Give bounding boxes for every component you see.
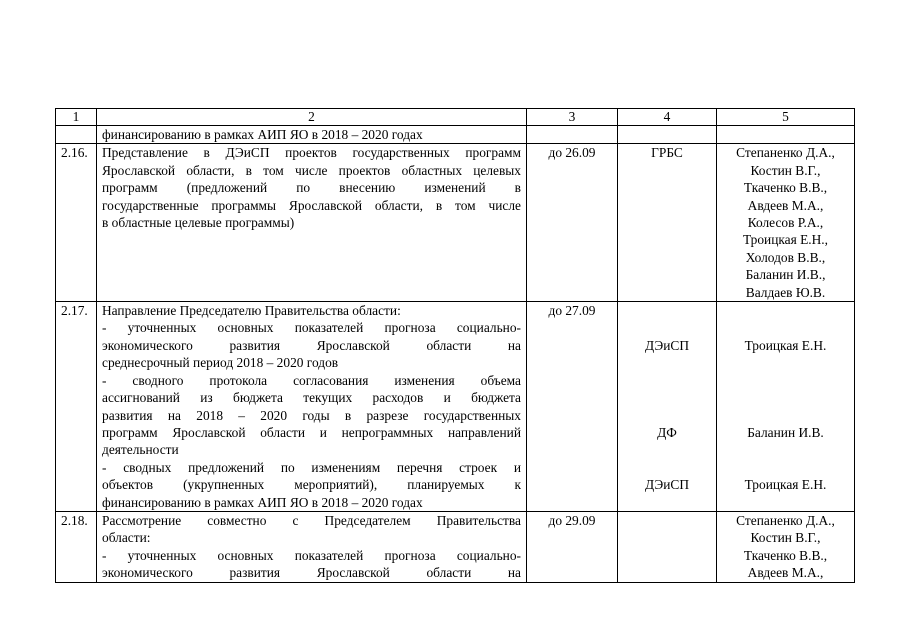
task-line: программ Ярославской области и непрограммных направлений (102, 424, 521, 440)
executor-name: Баланин И.В., (745, 267, 826, 283)
executor-name: Авдеев М.А., (747, 197, 824, 213)
executors-cell (717, 144, 855, 302)
deadline-cell: до 29.09 (527, 511, 618, 582)
row-number: 2.17. (56, 302, 97, 512)
row-number: 2.16. (56, 144, 97, 302)
table-row (56, 144, 855, 302)
responsible-cell (618, 511, 717, 582)
responsible-entry: ДЭиСП (644, 337, 690, 353)
task-line: Ярославской области, в том числе проектов областных целевых (102, 162, 521, 178)
task-line: деятельности (102, 442, 179, 458)
task-line: экономического развития Ярославской области на (102, 337, 521, 353)
table-row-continuation (56, 126, 855, 144)
task-line: - уточненных основных показателей прогноза социально- (102, 320, 521, 336)
responsible-cell (618, 302, 717, 512)
deadline-cell (527, 126, 618, 144)
executor-name: Ткаченко В.В., (743, 547, 828, 563)
row-number (56, 126, 97, 144)
task-line: программ (предложений по внесению изменений в (102, 180, 521, 196)
responsible-cell: ГРБС (618, 144, 717, 302)
task-line: в областные целевые программы) (102, 215, 295, 231)
executors-cell (717, 126, 855, 144)
task-line: Представление в ДЭиСП проектов государственных программ (102, 145, 521, 161)
header-cell-4: 4 (618, 109, 717, 126)
task-line: - уточненных основных показателей прогноза социально- (102, 547, 521, 563)
responsible-cell (618, 126, 717, 144)
task-line: - сводного протокола согласования изменения объема (102, 372, 521, 388)
responsible-entry: ДФ (657, 424, 677, 440)
executor-name: Костин В.Г., (750, 530, 821, 546)
table-row (56, 302, 855, 512)
executor-name: Троицкая Е.Н. (744, 337, 827, 353)
executor-name: Костин В.Г., (750, 162, 821, 178)
task-line: среднесрочный период 2018 – 2020 годов (102, 355, 339, 371)
executor-name: Колесов Р.А., (747, 215, 824, 231)
executor-name: Валдаев Ю.В. (745, 284, 826, 300)
task-text (97, 302, 527, 512)
executor-name: Степаненко Д.А., (736, 145, 835, 161)
schedule-table (55, 108, 855, 583)
executors-cell (717, 511, 855, 582)
task-text: финансированию в рамках АИП ЯО в 2018 – 2020 годах (97, 126, 527, 144)
task-line: Рассмотрение совместно с Председателем Правительства (102, 512, 521, 528)
task-text (97, 144, 527, 302)
task-line: ассигнований из бюджета текущих расходов и бюджета (102, 390, 521, 406)
task-line: Направление Председателю Правительства области: (102, 303, 401, 319)
task-line: области: (102, 530, 151, 546)
task-line: государственные программы Ярославской области, в том числе (102, 197, 521, 213)
task-line: объектов (укрупненных мероприятий), планируемых к (102, 477, 521, 493)
executor-name: Авдеев М.А., (747, 565, 824, 581)
table-header-row (56, 109, 855, 126)
task-line: - сводных предложений по изменениям перечня строек и (102, 459, 521, 475)
executor-name: Степаненко Д.А., (736, 512, 835, 528)
task-line: финансированию в рамках АИП ЯО в 2018 – 2020 годах (102, 494, 423, 510)
row-number: 2.18. (56, 511, 97, 582)
header-cell-2: 2 (97, 109, 527, 126)
task-text (97, 511, 527, 582)
task-line: развития на 2018 – 2020 годы в разрезе государственных (102, 407, 521, 423)
executor-name: Баланин И.В. (747, 424, 824, 440)
executor-name: Троицкая Е.Н., (742, 232, 829, 248)
header-cell-1: 1 (56, 109, 97, 126)
task-line: экономического развития Ярославской области на (102, 565, 521, 581)
deadline-cell: до 26.09 (527, 144, 618, 302)
responsible-entry: ДЭиСП (644, 477, 690, 493)
executor-name: Холодов В.В., (745, 249, 826, 265)
executor-name: Троицкая Е.Н. (744, 477, 827, 493)
deadline-cell: до 27.09 (527, 302, 618, 512)
table-row (56, 511, 855, 582)
executor-name: Ткаченко В.В., (743, 180, 828, 196)
executors-cell (717, 302, 855, 512)
header-cell-5: 5 (717, 109, 855, 126)
header-cell-3: 3 (527, 109, 618, 126)
